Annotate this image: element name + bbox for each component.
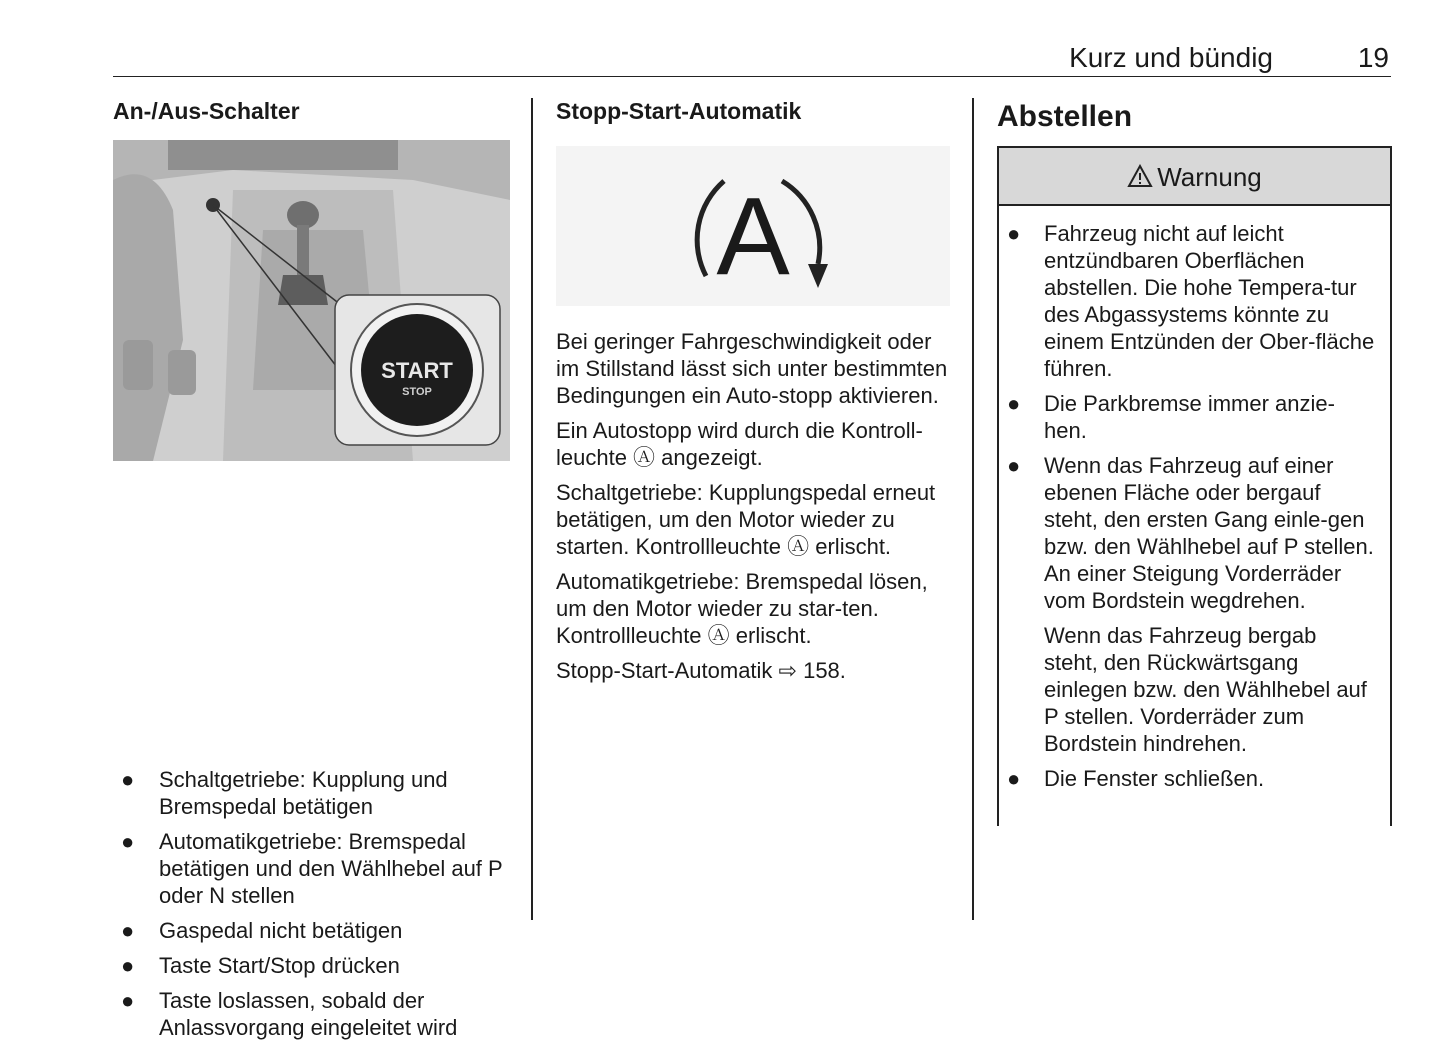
column-stop-start-text (556, 328, 956, 692)
warning-header (999, 148, 1390, 206)
heading-stop-start: Stopp-Start-Automatik (556, 98, 802, 124)
list-item: ● Die Parkbremse immer anzie-hen. (1007, 391, 1335, 443)
list-item: ● Wenn das Fahrzeug auf einer ebenen Fläche oder bergauf steht, den ersten Gang einle-gen bzw. den Wählhebel auf P stellen. An einer Steigung Vorderräder vom Bordstein wegdrehen. (1007, 453, 1374, 613)
column-divider-1 (531, 98, 533, 920)
page-number: 19 (1357, 42, 1389, 73)
paragraph: Automatikgetriebe: Bremspedal lösen, um den Motor wieder zu star-ten. Kontrollleuchte Ⓐ erlischt. (556, 569, 928, 648)
auto-stop-symbol (556, 146, 950, 306)
cross-reference-link[interactable]: Stopp-Start-Automatik ⇨ 158. (556, 658, 846, 683)
warning-body (999, 206, 1390, 792)
list-item: ● Schaltgetriebe: Kupplung und Bremspedal betätigen (121, 767, 448, 819)
bullet-icon: ● (121, 829, 135, 854)
section-title: Kurz und bündig (1069, 42, 1273, 73)
paragraph: Schaltgetriebe: Kupplungspedal erneut betätigen, um den Motor wieder zu starten. Kontrollleuchte Ⓐ erlischt. (556, 480, 936, 559)
auto-stop-letter: A (716, 175, 790, 298)
sub-paragraph: Wenn das Fahrzeug bergab steht, den Rückwärtsgang einlegen bzw. den Wählhebel auf P stellen. Vorderräder zum Bordstein hindrehen. (1044, 623, 1367, 756)
bullet-icon: ● (1007, 766, 1021, 791)
paragraph: Ein Autostopp wird durch die Kontroll-leuchte Ⓐ angezeigt. (556, 418, 923, 470)
page-header (113, 40, 1391, 77)
heading-on-off-switch: An-/Aus-Schalter (113, 98, 300, 124)
column-parking (997, 100, 1391, 134)
figure-start-button (113, 140, 510, 461)
warning-triangle-icon (1127, 150, 1153, 208)
list-item: ● Taste loslassen, sobald der Anlassvorgang eingeleitet wird (121, 988, 458, 1040)
bullet-icon: ● (121, 953, 135, 978)
bullet-icon: ● (121, 918, 135, 943)
bullet-icon: ● (1007, 391, 1021, 416)
bullet-icon: ● (121, 988, 135, 1013)
list-item: ● Die Fenster schließen. (1007, 766, 1265, 791)
stop-button-label: STOP (402, 386, 432, 398)
list-item: ● Taste Start/Stop drücken (121, 953, 400, 978)
heading-parking: Abstellen (997, 100, 1133, 133)
list-item: ● Fahrzeug nicht auf leicht entzündbaren Oberflächen abstellen. Die hohe Tempera-tur des Abgassystems könnte zu einem Entzünden der Ober-fläche führen. (1007, 221, 1375, 381)
bullet-icon: ● (121, 767, 135, 792)
start-button-label: START (381, 358, 453, 383)
list-item: ● Automatikgetriebe: Bremspedal betätigen und den Wählhebel auf P oder N stellen (121, 829, 503, 908)
warning-box (997, 146, 1392, 826)
paragraph: Bei geringer Fahrgeschwindigkeit oder im Stillstand lässt sich unter bestimmten Bedingungen ein Auto-stopp aktivieren. (556, 329, 948, 408)
list-item: ● Gaspedal nicht betätigen (121, 918, 403, 943)
bullet-icon: ● (1007, 221, 1021, 246)
column-stop-start (556, 98, 956, 125)
bullet-icon: ● (1007, 453, 1021, 478)
warning-title: Warnung (1157, 162, 1262, 192)
column-divider-2 (972, 98, 974, 920)
column-on-off-switch (113, 98, 513, 125)
